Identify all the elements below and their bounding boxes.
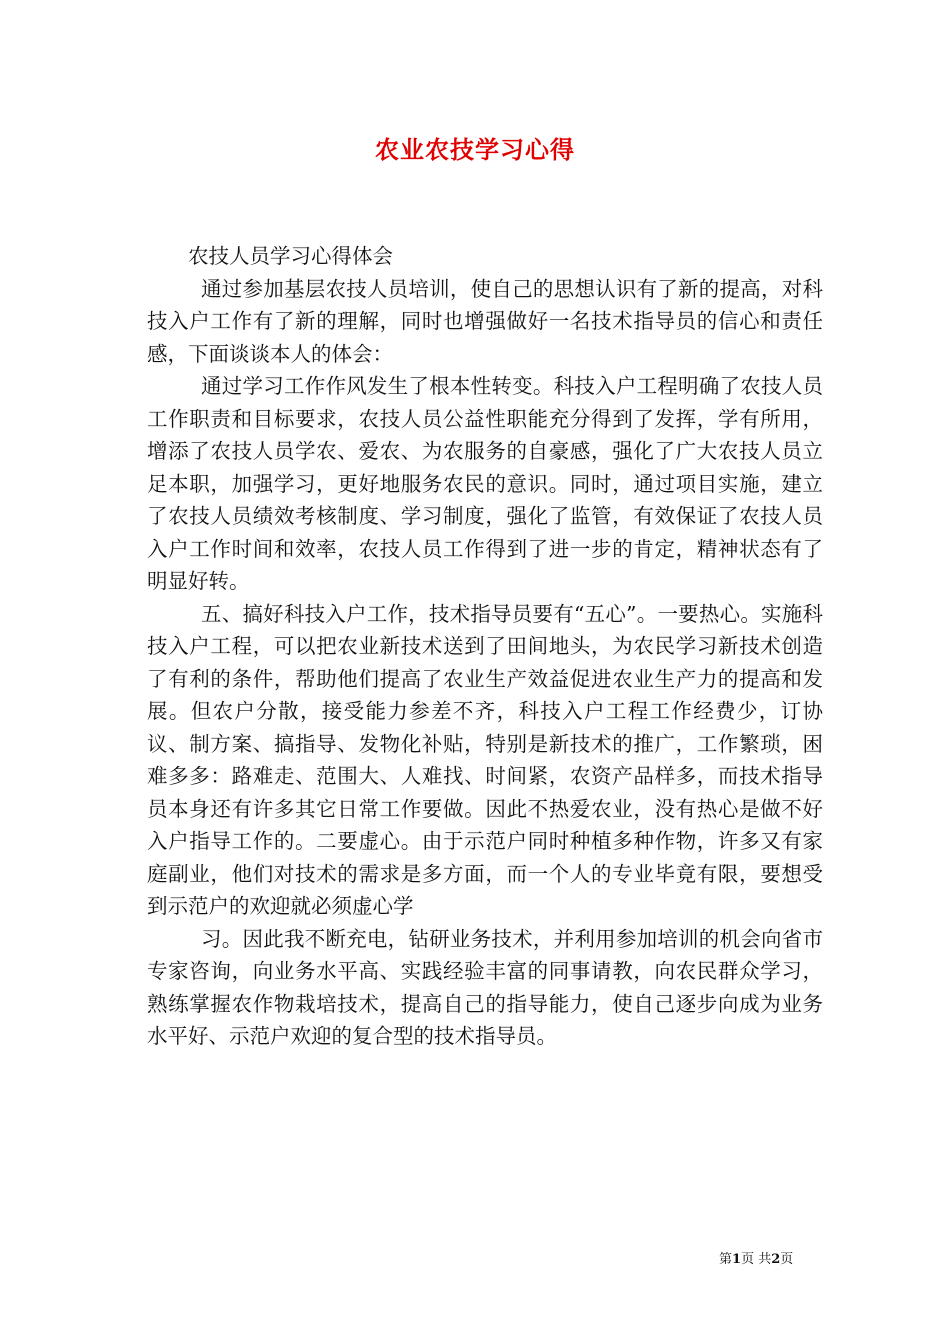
footer-prefix: 第 bbox=[719, 1252, 733, 1267]
paragraph-4: 习。因此我不断充电，钻研业务技术，并利用参加培训的机会向省市专家咨询，向业务水平高、实践经验丰富的同事请教，向农民群众学习，熟练掌握农作物栽培技术，提高自己的指导能力，使自己逐步向成为业务水平好、示范户欢迎的复合型的技术指导员。 bbox=[147, 926, 823, 1048]
footer-middle: 页 共 bbox=[741, 1252, 772, 1267]
document-subtitle: 农技人员学习心得体会 bbox=[188, 244, 393, 268]
paragraph-3: 五、搞好科技入户工作，技术指导员要有“五心”。一要热心。实施科技入户工程，可以把农业新技术送到了田间地头，为农民学习新技术创造了有利的条件，帮助他们提高了农业生产效益促进农业生产力的提高和发展。但农户分散，接受能力参差不齐，科技入户工程工作经费少，订协议、制方案、搞指导、发物化补贴，特别是新技术的推广，工作繁琐，困难多多：路难走、范围大、人难找、时间紧，农资产品样多，而技术指导员本身还有许多其它日常工作要做。因此不热爱农业，没有热心是做不好入户指导工作的。二要虚心。由于示范户同时种植多种作物，许多又有家庭副业，他们对技术的需求是多方面，而一个人的专业毕竟有限，要想受到示范户的欢迎就必须虚心学 bbox=[147, 601, 823, 918]
footer-total-pages: 2 bbox=[771, 1252, 781, 1267]
paragraph-1: 通过参加基层农技人员培训，使自己的思想认识有了新的提高，对科技入户工作有了新的理解，同时也增强做好一名技术指导员的信心和责任感，下面谈谈本人的体会： bbox=[147, 276, 823, 366]
paragraph-2: 通过学习工作作风发生了根本性转变。科技入户工程明确了农技人员工作职责和目标要求，农技人员公益性职能充分得到了发挥，学有所用，增添了农技人员学农、爱农、为农服务的自豪感，强化了广大农技人员立足本职，加强学习，更好地服务农民的意识。同时，通过项目实施，建立了农技人员绩效考核制度、学习制度，强化了监管，有效保证了农技人员入户工作时间和效率，农技人员工作得到了进一步的肯定，精神状态有了明显好转。 bbox=[147, 374, 823, 593]
page-number-footer bbox=[719, 1248, 793, 1267]
footer-suffix: 页 bbox=[780, 1252, 794, 1267]
footer-current-page: 1 bbox=[732, 1252, 742, 1267]
document-title: 农业农技学习心得 bbox=[375, 135, 575, 164]
document-body bbox=[147, 240, 823, 1053]
